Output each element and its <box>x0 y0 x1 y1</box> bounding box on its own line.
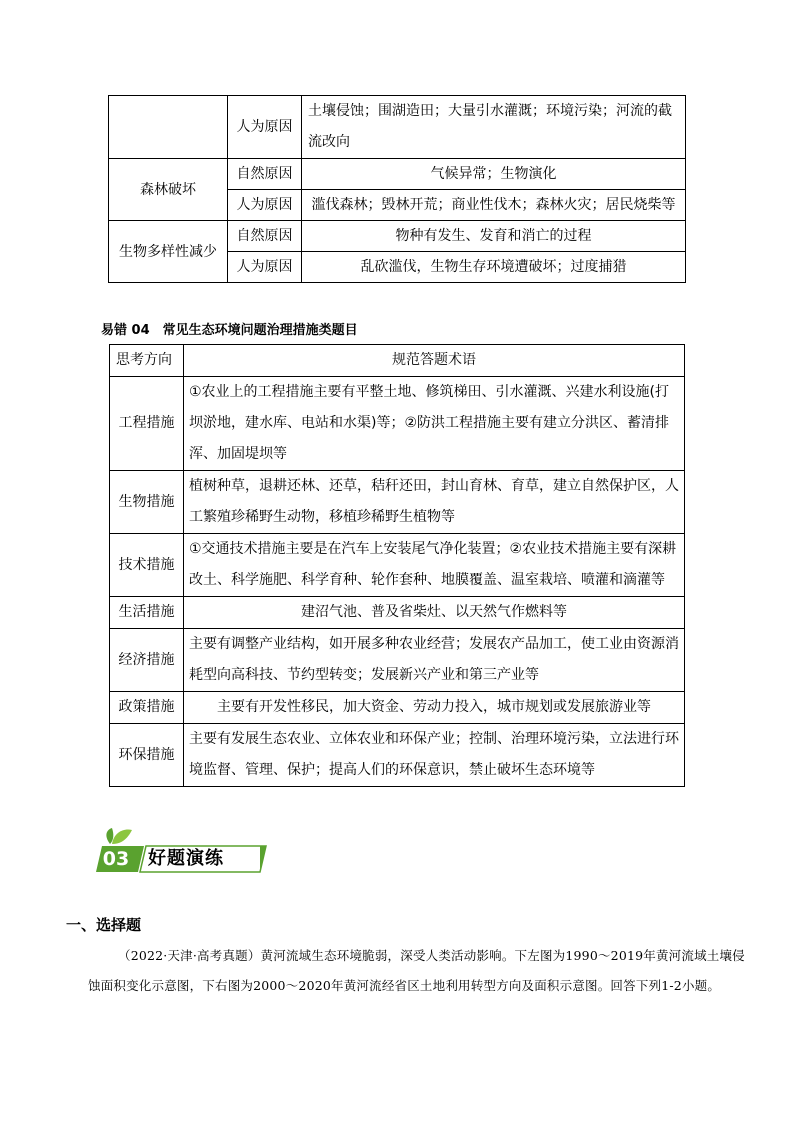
measure-name-cell: 生活措施 <box>110 597 184 629</box>
header-cell: 规范答题术语 <box>184 345 685 377</box>
section-heading: 一、选择题 <box>66 916 142 934</box>
header-cell: 思考方向 <box>110 345 184 377</box>
measures-table <box>109 344 685 787</box>
measure-name-cell: 生物措施 <box>110 471 184 534</box>
content-cell: 气候异常；生物演化 <box>302 159 686 190</box>
content-cell: 物种有发生、发育和消亡的过程 <box>302 221 686 252</box>
problem-causes-table <box>108 95 686 283</box>
measure-content-cell: ①农业上的工程措施主要有平整土地、修筑梯田、引水灌溉、兴建水利设施(打坝淤地，建水库、电站和水渠)等；②防洪工程措施主要有建立分洪区、蓄清排浑、加固堤坝等 <box>184 377 685 471</box>
banner-title: 好题演练 <box>148 848 224 869</box>
measure-name-cell: 经济措施 <box>110 629 184 692</box>
table-row <box>110 597 685 629</box>
table-row <box>110 692 685 724</box>
content-cell: 滥伐森林；毁林开荒；商业性伐木；森林火灾；居民烧柴等 <box>302 190 686 221</box>
problem-type-cell <box>109 96 228 159</box>
reason-cell: 自然原因 <box>228 221 302 252</box>
question-paragraph: （2022·天津·高考真题）黄河流域生态环境脆弱，深受人类活动影响。下左图为1990～2019年黄河流域土壤侵蚀面积变化示意图，下右图为2000～2020年黄河流经省区土地利用转型方向及面积示意图。回答下列1-2小题。 <box>88 948 745 993</box>
reason-cell: 人为原因 <box>228 252 302 283</box>
measure-name-cell: 工程措施 <box>110 377 184 471</box>
problem-type-cell: 森林破坏 <box>109 159 228 221</box>
section-title: 易错 04 常见生态环境问题治理措施类题目 <box>101 323 358 338</box>
measure-content-cell: ①交通技术措施主要是在汽车上安装尾气净化装置；②农业技术措施主要有深耕改土、科学施肥、科学育种、轮作套种、地膜覆盖、温室栽培、喷灌和滴灌等 <box>184 534 685 597</box>
content-cell: 土壤侵蚀；围湖造田；大量引水灌溉；环境污染；河流的截流改向 <box>302 96 686 159</box>
table-row <box>110 377 685 471</box>
measure-content-cell: 建沼气池、普及省柴灶、以天然气作燃料等 <box>184 597 685 629</box>
leaf-icon <box>106 828 132 844</box>
table-row <box>110 629 685 692</box>
reason-cell: 人为原因 <box>228 96 302 159</box>
table-row <box>109 96 686 159</box>
table-row <box>110 534 685 597</box>
content-cell: 乱砍滥伐，生物生存环境遭破坏；过度捕猎 <box>302 252 686 283</box>
measure-name-cell: 政策措施 <box>110 692 184 724</box>
table-row <box>110 471 685 534</box>
table-row <box>109 159 686 190</box>
measure-content-cell: 植树种草，退耕还林、还草，秸秆还田，封山育林、育草，建立自然保护区，人工繁殖珍稀野生动物，移植珍稀野生植物等 <box>184 471 685 534</box>
table-header-row <box>110 345 685 377</box>
banner-number: 03 <box>102 848 130 870</box>
measure-content-cell: 主要有发展生态农业、立体农业和环保产业；控制、治理环境污染，立法进行环境监督、管理、保护；提高人们的环保意识，禁止破坏生态环境等 <box>184 724 685 787</box>
measure-content-cell: 主要有调整产业结构，如开展多种农业经营；发展农产品加工，使工业由资源消耗型向高科技、节约型转变；发展新兴产业和第三产业等 <box>184 629 685 692</box>
table-row <box>109 221 686 252</box>
measure-name-cell: 环保措施 <box>110 724 184 787</box>
reason-cell: 自然原因 <box>228 159 302 190</box>
measure-content-cell: 主要有开发性移民，加大资金、劳动力投入，城市规划或发展旅游业等 <box>184 692 685 724</box>
table-row <box>110 724 685 787</box>
measure-name-cell: 技术措施 <box>110 534 184 597</box>
problem-type-cell: 生物多样性减少 <box>109 221 228 283</box>
reason-cell: 人为原因 <box>228 190 302 221</box>
